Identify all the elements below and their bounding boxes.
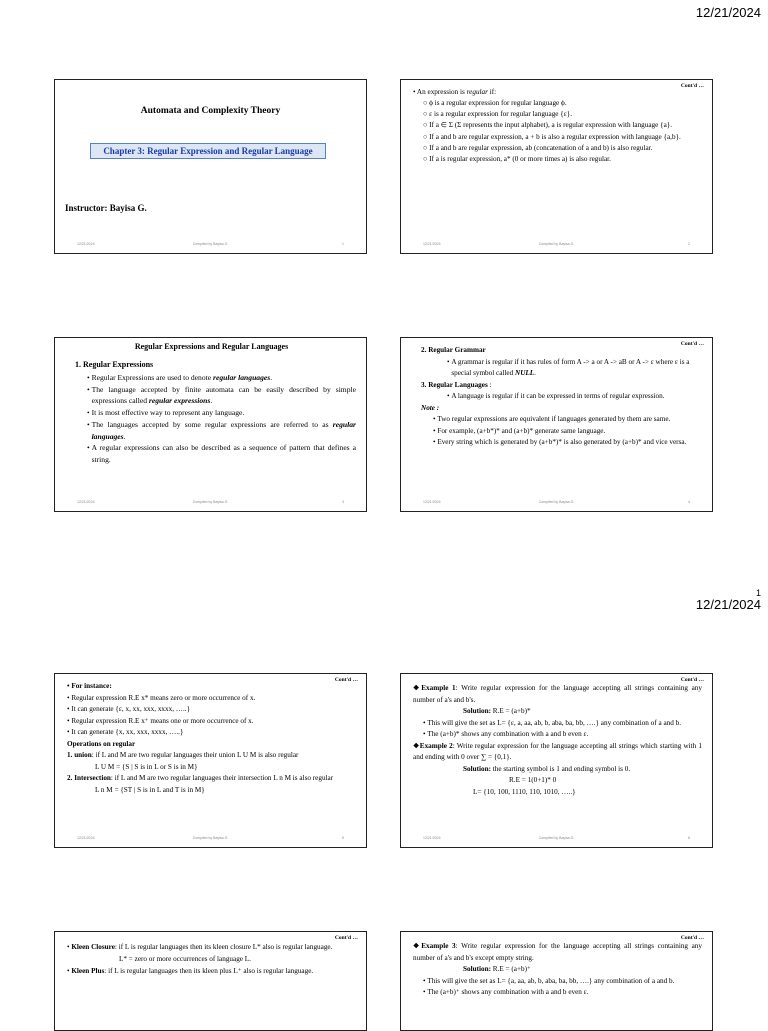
list-item: • Two regular expressions are equivalent if languages generated by them are same. — [433, 415, 671, 424]
slide-footer: 12/21/2024 Compiled by Bayisa G. 1 — [77, 242, 344, 246]
regex: R.E = 1(0+1)* 0 — [509, 776, 557, 785]
contd-label: Cont'd … — [680, 677, 704, 683]
language-set: L= {10, 100, 1110, 110, 1010, …..} — [473, 787, 576, 796]
kleen-closure: • Kleen Closure: if L is regular languages then its kleen closure L* also is regular language. — [67, 943, 333, 951]
slide-8 — [400, 931, 713, 1031]
section-heading: 2. Regular Grammar — [421, 346, 486, 354]
list-item: • Regular Expressions are used to denote regular languages. — [87, 372, 273, 382]
list-item: ○ If a is regular expression, a* (0 or more times a) is also regular. — [413, 154, 702, 165]
list-item: • Regular expression R.E x⁺ means one or more occurrence of x. — [67, 716, 356, 728]
list-item: • The language accepted by finite automata can be easily described by simple expressions called regular expressions. — [87, 384, 356, 406]
page-date: 12/21/2024 — [695, 597, 761, 612]
intersection-def: 2. Intersection: if L and M are two regular languages their intersection L n M is also regular — [67, 774, 334, 783]
list-item: • A regular expressions can also be described as a sequence of pattern that defines a string. — [87, 443, 356, 465]
intersection-formula: L n M = {ST | S is in L and T is in M} — [95, 785, 205, 794]
list-item: ○ If a ∈ Σ (Σ represents the input alphabet), a is regular expression with language {a}. — [423, 121, 673, 130]
list-item: • The (a+b)* shows any combination with a and b even ε. — [423, 730, 589, 739]
section-heading: 3. Regular Languages : — [421, 380, 492, 389]
course-title: Automata and Complexity Theory — [140, 106, 281, 116]
slide-footer: 12/21/2024 Compiled by Bayisa G. 6 — [423, 836, 690, 840]
section-heading: 1. Regular Expressions — [75, 360, 154, 370]
intro-line: • An expression is regular if: — [413, 87, 702, 98]
contd-label: Cont'd … — [680, 83, 704, 89]
solution: Solution: R.E = (a+b)⁺ — [463, 965, 531, 974]
list-item: • For example, (a+b*)* and (a+b)* generate same language. — [433, 426, 606, 435]
list-item: • A language is regular if it can be expressed in terms of regular expression. — [447, 392, 665, 401]
kleen-plus: • Kleen Plus: if L is regular languages then its kleen plus L⁺ also is regular language. — [67, 966, 314, 975]
list-item: ○ ε is a regular expression for regular language {ε}. — [413, 109, 702, 120]
section-heading: Operations on regular — [67, 739, 136, 748]
list-item: • It can generate {ε, x, xx, xxx, xxxx, …..} — [67, 704, 356, 716]
contd-label: Cont'd … — [334, 677, 358, 683]
page-date: 12/21/2024 — [695, 5, 761, 20]
contd-label: Cont'd … — [680, 341, 704, 347]
list-item: • The (a+b)⁺ shows any combination with a and b even ε. — [423, 988, 589, 997]
list-item: • This will give the set as L= {ε, a, aa, ab, b, aba, ba, bb, ….} any combination of a and b. — [423, 718, 682, 727]
chapter-title: Chapter 3: Regular Expression and Regular Language — [90, 143, 326, 159]
slide-footer: 12/21/2024 Compiled by Bayisa G. 2 — [423, 242, 690, 246]
slide-5 — [54, 673, 367, 848]
slide-footer: 12/21/2024 Compiled by Bayisa G. 3 — [77, 500, 344, 504]
page-number: 1 — [755, 588, 761, 598]
list-item: ○ ϕ is a regular expression for regular language ϕ. — [413, 98, 702, 109]
list-item: • A grammar is regular if it has rules of form A -> a or A -> aB or A -> ε where ε is a special symbol called NULL. — [447, 357, 690, 378]
union-formula: L U M = {S | S is in L or S is in M} — [95, 762, 198, 771]
kleen-closure-def: L* = zero or more occurrences of language L. — [119, 954, 251, 963]
slide-2 — [400, 79, 713, 254]
slide-6 — [400, 673, 713, 848]
list-item: • Every string which is generated by (a+b*)* is also generated by (a+b)* and vice versa. — [433, 438, 687, 447]
example-2: ❖ Example 2: Write regular expression for the language accepting all strings which starting with 1 and ending with 0 over ∑ = {0,1}. — [413, 741, 702, 764]
list-item: • It can generate {x, xx, xxx, xxxx, …..} — [67, 727, 356, 739]
note-label: Note : — [421, 403, 440, 412]
for-instance: • For instance: — [67, 681, 356, 693]
slide-footer: 12/21/2024 Compiled by Bayisa G. 5 — [77, 836, 344, 840]
slide-1 — [54, 79, 367, 254]
solution: Solution: R.E = (a+b)* — [463, 707, 531, 716]
slide-7 — [54, 931, 367, 1031]
union-def: 1. union: if L and M are two regular languages their union L U M is also regular — [67, 751, 299, 760]
slide-3 — [54, 337, 367, 512]
example-3: ❖ Example 3: Write regular expression for the language accepting all strings containing any number of a's and b's except empty string. — [413, 941, 702, 964]
slide-footer: 12/21/2024 Compiled by Bayisa G. 4 — [423, 500, 690, 504]
list-item: ○ If a and b are regular expression, ab (concatenation of a and b) is also regular. — [413, 143, 702, 154]
list-item: • Regular expression R.E x* means zero or more occurrence of x. — [67, 693, 356, 705]
example-1: ❖ Example 1: Write regular expression for the language accepting all strings containing any number of a's and b's. — [413, 683, 702, 706]
solution: Solution: the starting symbol is 1 and ending symbol is 0. — [463, 764, 631, 773]
list-item: • It is most effective way to represent any language. — [87, 408, 245, 418]
contd-label: Cont'd … — [680, 935, 704, 941]
contd-label: Cont'd … — [334, 935, 358, 941]
list-item: • The languages accepted by some regular expressions are referred to as regular languages. — [87, 419, 356, 441]
list-item: ○ If a and b are regular expression, a + b is also a regular expression with language {a,b}. — [423, 132, 681, 141]
slide-4 — [400, 337, 713, 512]
instructor: Instructor: Bayisa G. — [65, 203, 147, 213]
list-item: • This will give the set as L= {a, aa, ab, b, aba, ba, bb, ….} any combination of a and b. — [423, 976, 675, 985]
slide-title: Regular Expressions and Regular Languages — [134, 342, 289, 351]
